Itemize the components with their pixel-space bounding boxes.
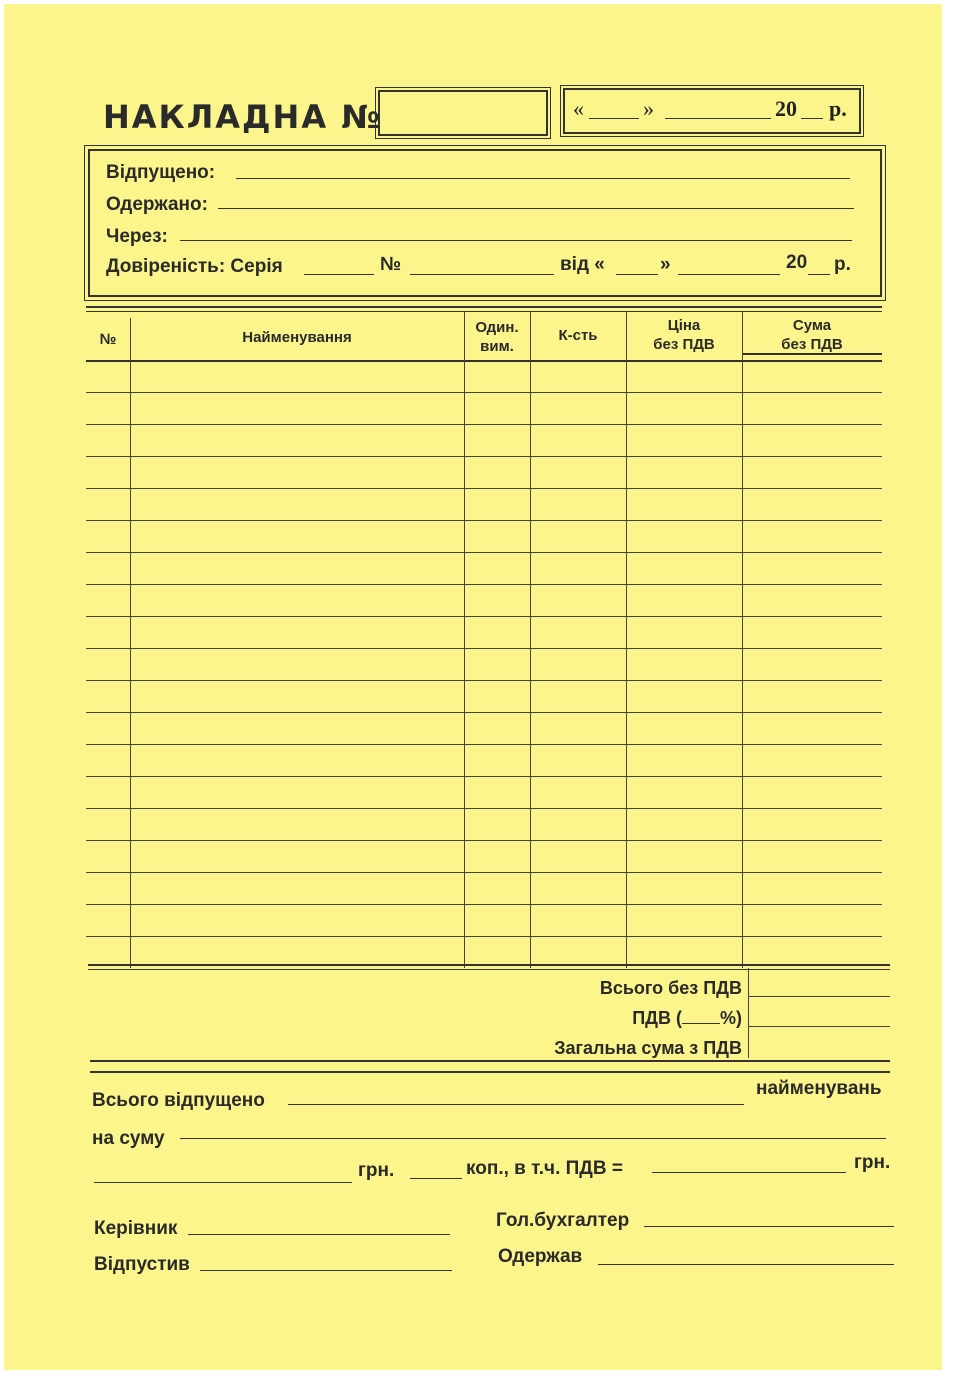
total-released-line[interactable] bbox=[288, 1104, 744, 1105]
table-row[interactable] bbox=[86, 520, 882, 521]
proxy-day-line[interactable] bbox=[616, 274, 658, 275]
uah-label: грн. bbox=[358, 1160, 395, 1181]
header-sum-line1: Сума bbox=[792, 317, 832, 334]
table-row[interactable] bbox=[86, 616, 882, 617]
proxy-series-line[interactable] bbox=[304, 274, 374, 275]
table-row[interactable] bbox=[86, 456, 882, 457]
released-label: Відпущено: bbox=[106, 162, 216, 183]
vat-amount-line[interactable] bbox=[652, 1172, 846, 1173]
table-row[interactable] bbox=[86, 680, 882, 681]
released-line[interactable] bbox=[236, 178, 850, 179]
col-divider-2 bbox=[464, 312, 465, 968]
sum-header-underline bbox=[742, 353, 882, 355]
proxy-number-label: № bbox=[380, 254, 402, 275]
sum-uah-line[interactable] bbox=[94, 1182, 352, 1183]
totals-bottom-rule-2 bbox=[90, 1071, 890, 1073]
date-open-quote: « bbox=[573, 96, 584, 121]
header-sum bbox=[742, 316, 882, 354]
table-top-rule-inner bbox=[86, 311, 882, 312]
proxy-series-label: Довіреність: Серія bbox=[106, 256, 283, 277]
date-year-prefix: 20 bbox=[775, 96, 797, 121]
header-sum-line2: без ПДВ bbox=[781, 336, 843, 353]
table-row[interactable] bbox=[86, 840, 882, 841]
vat-field[interactable] bbox=[748, 1026, 890, 1027]
date-close-quote: » bbox=[643, 96, 654, 121]
col-divider-4 bbox=[626, 312, 627, 968]
received-by-label: Одержав bbox=[498, 1246, 583, 1267]
header-price-line1: Ціна bbox=[667, 317, 701, 334]
through-label: Через: bbox=[106, 226, 168, 247]
chief-accountant-signature-line[interactable] bbox=[644, 1226, 894, 1227]
table-row[interactable] bbox=[86, 648, 882, 649]
table-header-bottom-rule bbox=[86, 360, 882, 362]
vat-label-suffix: %) bbox=[720, 1008, 742, 1028]
header-price-line2: без ПДВ bbox=[653, 336, 715, 353]
table-row[interactable] bbox=[86, 904, 882, 905]
header-price bbox=[626, 316, 742, 354]
released-by-signature-line[interactable] bbox=[200, 1270, 452, 1271]
header-unit-line2: вим. bbox=[480, 338, 514, 355]
vat-label-prefix: ПДВ ( bbox=[632, 1008, 682, 1028]
proxy-year-line[interactable] bbox=[808, 274, 830, 275]
received-by-signature-line[interactable] bbox=[598, 1264, 894, 1265]
table-row[interactable] bbox=[86, 552, 882, 553]
date-year-suffix: р. bbox=[829, 96, 847, 121]
proxy-year-suffix: р. bbox=[834, 254, 851, 275]
received-label: Одержано: bbox=[106, 194, 208, 215]
col-divider-3 bbox=[530, 312, 531, 968]
table-row[interactable] bbox=[86, 776, 882, 777]
released-by-label: Відпустив bbox=[94, 1254, 190, 1275]
totals-bottom-rule bbox=[90, 1060, 890, 1062]
uah-end-label: грн. bbox=[854, 1152, 891, 1173]
date-day-line bbox=[589, 118, 639, 119]
header-qty: К-сть bbox=[558, 327, 598, 344]
table-row[interactable] bbox=[86, 872, 882, 873]
table-row[interactable] bbox=[86, 424, 882, 425]
through-line[interactable] bbox=[180, 240, 852, 241]
table-top-rule bbox=[86, 306, 882, 308]
table-row[interactable] bbox=[86, 744, 882, 745]
vat-percent-line[interactable] bbox=[682, 1009, 720, 1024]
document-title: НАКЛАДНА № bbox=[103, 98, 382, 136]
header-unit-line1: Один. bbox=[475, 319, 519, 336]
proxy-number-line[interactable] bbox=[410, 274, 554, 275]
header-no: № bbox=[99, 331, 117, 348]
table-bottom-rule-inner bbox=[88, 969, 890, 970]
total-released-label: Всього відпущено bbox=[92, 1090, 265, 1111]
proxy-month-line[interactable] bbox=[678, 274, 780, 275]
proxy-close-quote: » bbox=[660, 254, 671, 275]
table-bottom-rule bbox=[88, 964, 890, 966]
invoice-date-field[interactable] bbox=[563, 88, 861, 134]
items-label: найменувань bbox=[756, 1078, 882, 1099]
total-without-vat-label: Всього без ПДВ bbox=[599, 978, 742, 998]
invoice-number-field[interactable] bbox=[378, 90, 548, 136]
sum-words-line[interactable] bbox=[180, 1138, 886, 1139]
total-with-vat-label: Загальна сума з ПДВ bbox=[554, 1038, 742, 1058]
table-row[interactable] bbox=[86, 584, 882, 585]
kop-vat-label: коп., в т.ч. ПДВ = bbox=[466, 1158, 623, 1179]
received-line[interactable] bbox=[218, 208, 854, 209]
proxy-from-label: від « bbox=[560, 254, 605, 275]
table-row[interactable] bbox=[86, 488, 882, 489]
header-unit bbox=[464, 318, 530, 356]
total-without-vat-field[interactable] bbox=[748, 996, 890, 997]
col-divider-5 bbox=[742, 312, 743, 968]
totals-divider bbox=[748, 968, 749, 1058]
head-signature-line[interactable] bbox=[188, 1234, 450, 1235]
header-name: Найменування bbox=[242, 329, 352, 346]
vat-label bbox=[500, 1008, 742, 1029]
table-row[interactable] bbox=[86, 808, 882, 809]
for-sum-label: на суму bbox=[92, 1128, 165, 1149]
date-month-line bbox=[665, 118, 771, 119]
date-year-line bbox=[801, 118, 823, 119]
chief-accountant-label: Гол.бухгалтер bbox=[496, 1210, 630, 1231]
col-divider-1 bbox=[130, 318, 131, 968]
kop-line[interactable] bbox=[410, 1178, 462, 1179]
table-row[interactable] bbox=[86, 392, 882, 393]
head-label: Керівник bbox=[94, 1218, 178, 1239]
table-row[interactable] bbox=[86, 936, 882, 937]
proxy-year-prefix: 20 bbox=[786, 252, 808, 273]
table-row[interactable] bbox=[86, 712, 882, 713]
